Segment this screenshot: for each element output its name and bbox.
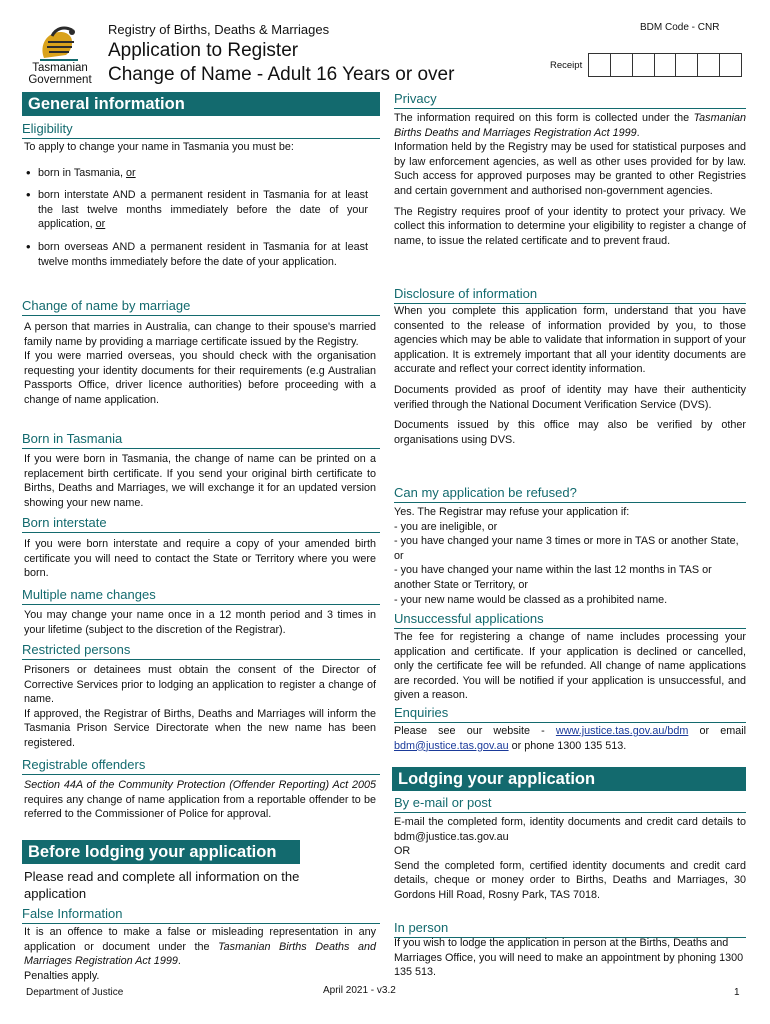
privacy-text: The information required on this form is collected under the Tasmanian Births Deaths and Marriages Registration Act 1999. Information held by the Registry may be used for statistical purposes and by law enforcement agencies, as well as other uses provided for by law. Such access for approved purposes may be granted to other Registries and certain government and authorised non-government agencies. The Registry requires proof of your identity to protect your privacy. We collect this information to determine your eligibility to register a change of name, to issue the related certificate and to prevent fraud. [394, 112, 746, 247]
general-information-heading: General information [22, 92, 380, 116]
receipt-number-boxes[interactable] [588, 53, 742, 77]
registrable-offenders-text: Section 44A of the Community Protection (Offender Reporting) Act 2005 requires any change of name application from a reportable offender to be referred to the Commissioner of Police for approval. [24, 779, 376, 821]
eligibility-bullet-3: • born overseas AND a permanent resident in Tasmania for at least twelve months immediately before the date of your application. [24, 240, 368, 269]
logo-text-line2: Government [28, 74, 92, 86]
in-person-text: If you wish to lodge the application in person at the Births, Deaths and Marriages Office, you will need to make an appointment by phoning 1300 135 513. [394, 937, 744, 979]
disclosure-heading: Disclosure of information [394, 286, 746, 304]
born-interstate-heading: Born interstate [22, 515, 380, 533]
eligibility-heading: Eligibility [22, 121, 380, 139]
page-number: 1 [734, 987, 740, 998]
multiple-name-changes-text: You may change your name once in a 12 month period and 3 times in your lifetime (subject to the discretion of the Registrar). [24, 609, 376, 636]
unsuccessful-applications-heading: Unsuccessful applications [394, 611, 746, 629]
post-paragraph: Send the completed form, certified identity documents and credit card details, cheque or money order to Births, Deaths and Marriages, 30 Gordons Hill Road, Rosny Park, TAS 7018. [394, 859, 746, 901]
marriage-text [24, 320, 376, 408]
before-lodging-text: Please read and complete all information on the application [24, 869, 300, 901]
footer-version: April 2021 - v3.2 [323, 985, 396, 996]
false-information-text: It is an offence to make a false or misleading representation in any application or document under the Tasmanian Births Deaths and Marriages Registration Act 1999. Penalties apply. [24, 926, 376, 982]
disclosure-paragraph-3: Documents issued by this office may also be verified by other organisations using DVS. [394, 419, 746, 446]
disclosure-text [394, 304, 746, 447]
form-title-line2: Change of Name - Adult 16 Years or over [108, 64, 455, 85]
eligibility-intro: To apply to change your name in Tasmania you must be: [24, 141, 294, 153]
enquiries-text: Please see our website - www.justice.tas.gov.au/bdm or email bdm@justice.tas.gov.au or phone 1300 135 513. [394, 725, 746, 752]
email-or-post-heading: By e-mail or post [394, 795, 746, 813]
email-or-post-text [394, 815, 746, 903]
refused-text: Yes. The Registrar may refuse your application if: - you are ineligible, or - you have changed your name 3 times or more in TAS or another State, or - you have changed your name within the last 12 months in TAS or another State or Territory, or - your new name would be classed as a prohibited name. [394, 506, 739, 606]
multiple-name-changes-heading: Multiple name changes [22, 587, 380, 605]
enquiries-heading: Enquiries [394, 705, 746, 723]
bdm-code: BDM Code - CNR [640, 22, 720, 33]
restricted-persons-text [24, 663, 376, 751]
change-by-marriage-heading: Change of name by marriage [22, 298, 380, 316]
receipt-label: Receipt [550, 60, 583, 71]
email-link[interactable]: bdm@justice.tas.gov.au [394, 739, 509, 752]
disclosure-paragraph-2: Documents provided as proof of identity may have their authenticity verified through the National Document Verification Service (DVS). [394, 383, 746, 411]
or-separator: OR [394, 845, 411, 858]
marriage-paragraph-1: A person that marries in Australia, can change to their spouse's married family name by providing a marriage certificate issued by the Registry. [24, 321, 376, 348]
marriage-paragraph-2: If you were married overseas, you should check with the organisation requesting your identity documents for their requirements (e.g Australian Passports Office, driver licence authorities) before proceeding with a change of name application. [24, 350, 376, 406]
registrable-offenders-heading: Registrable offenders [22, 757, 380, 775]
restricted-paragraph-1: Prisoners or detainees must obtain the consent of the Director of Corrective Services prior to lodging an application to register a change of name. [24, 664, 376, 706]
restricted-paragraph-2: If approved, the Registrar of Births, Deaths and Marriages will inform the Tasmania Prison Service Directorate when the new name has been registered. [24, 707, 376, 749]
in-person-heading: In person [394, 920, 746, 938]
website-link[interactable]: www.justice.tas.gov.au/bdm [555, 725, 689, 737]
penalties-apply: Penalties apply. [24, 969, 100, 982]
footer-department: Department of Justice [26, 987, 124, 998]
eligibility-bullet-1: • born in Tasmania, or [24, 166, 376, 181]
privacy-heading: Privacy [394, 91, 746, 109]
lodging-application-heading: Lodging your application [392, 767, 746, 791]
registry-name: Registry of Births, Deaths & Marriages [108, 22, 330, 37]
false-information-heading: False Information [22, 906, 380, 924]
tasmanian-tiger-emblem-icon [22, 22, 98, 62]
before-lodging-heading: Before lodging your application [22, 840, 300, 864]
privacy-paragraph-3: The Registry requires proof of your identity to protect your privacy. We collect this information to determine your eligibility to register a change of name, to issue the related certificate and to prevent fraud. [394, 205, 746, 247]
form-title-line1: Application to Register [108, 40, 299, 61]
born-interstate-text: If you were born interstate and require a copy of your amended birth certificate you will need to contact the State or Territory where you were born. [24, 538, 376, 580]
born-in-tasmania-heading: Born in Tasmania [22, 431, 380, 449]
tasmanian-government-logo [22, 22, 98, 90]
logo-text-line1: Tasmanian [32, 62, 88, 74]
eligibility-bullet-2: • born interstate AND a permanent resident in Tasmania for at least the last twelve months immediately before the date of your application, or [24, 188, 368, 232]
restricted-persons-heading: Restricted persons [22, 642, 380, 660]
born-in-tasmania-text: If you were born in Tasmania, the change of name can be printed on a replacement birth certificate. If you send your original birth certificate to Births, Deaths and Marriages, we will exchange it for an updated version showing your new name. [24, 453, 376, 509]
privacy-paragraph-2: Information held by the Registry may be used for statistical purposes and by law enforcement agencies, as well as other uses provided for by law. Such access for approved purposes may be granted to other Registries and certain government and authorised non-government agencies. [394, 141, 746, 197]
refused-heading: Can my application be refused? [394, 485, 746, 503]
email-paragraph: E-mail the completed form, identity documents and credit card details to bdm@justice.tas.gov.au [394, 816, 746, 843]
unsuccessful-applications-text: The fee for registering a change of name includes processing your application and certificate. If your application is declined or cancelled, only the certificate fee will be refunded. All change of name applications are recorded. You will be notified if your application is unsuccessful, and given a reason. [394, 631, 746, 702]
disclosure-paragraph-1: When you complete this application form, understand that you have consented to the release of information provided by you, to those agencies which may be able to validate that information in support of your application. It is extremely important that all your identity documents are accurate and reflect your correct identity information. [394, 305, 746, 376]
